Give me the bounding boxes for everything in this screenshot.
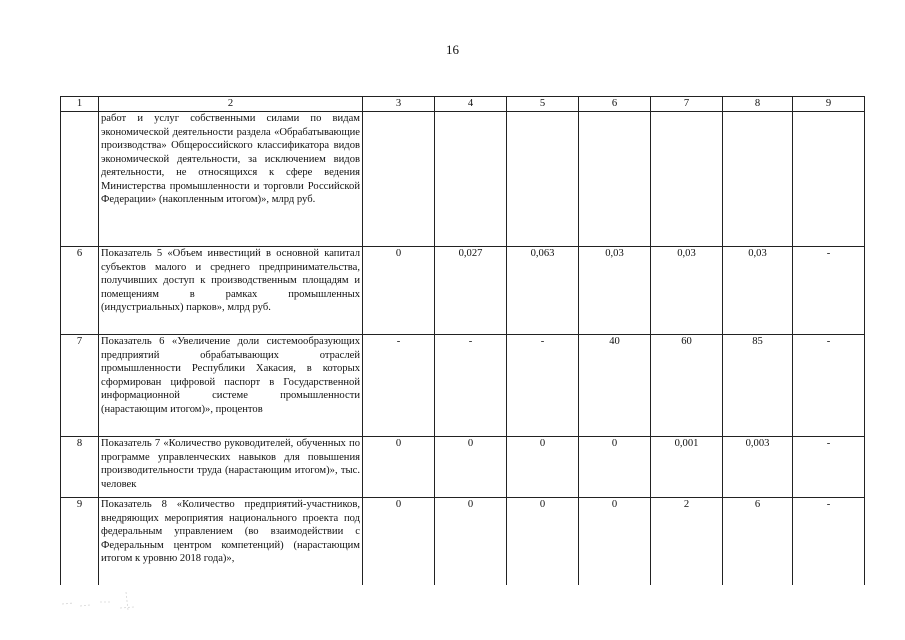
indicator-description: работ и услуг собственными силами по видам экономической деятельности раздела «Обрабатывающие производства» Общероссийского классификатора видов экономической деятельности, за исключением видов деятельности, не относящихся к сфере ведения Министерства промышленности и торговли Российской Федерации» (накопленным итогом)», млрд руб. — [99, 112, 363, 247]
value-cell: 0,03 — [579, 247, 651, 335]
scan-artifact — [60, 584, 140, 612]
header-row — [61, 97, 865, 112]
value-cell: 40 — [579, 335, 651, 437]
value-cell: 0,001 — [651, 437, 723, 498]
indicators-table — [60, 96, 865, 585]
column-header: 5 — [507, 97, 579, 112]
value-cell: 0,03 — [651, 247, 723, 335]
table-row-continuation — [61, 112, 865, 247]
row-number: 6 — [61, 247, 99, 335]
value-cell — [435, 112, 507, 247]
value-cell — [363, 112, 435, 247]
indicator-description: Показатель 5 «Объем инвестиций в основной капитал субъектов малого и среднего предпринимательства, получивших доступ к производственным площадям и помещениям в рамках промышленных (индустриальных) парков», млрд руб. — [99, 247, 363, 335]
row-number — [61, 112, 99, 247]
column-header: 9 — [793, 97, 865, 112]
table-row — [61, 335, 865, 437]
value-cell: - — [793, 335, 865, 437]
value-cell: 0 — [507, 437, 579, 498]
row-number: 9 — [61, 498, 99, 586]
value-cell: - — [793, 498, 865, 586]
indicator-description: Показатель 6 «Увеличение доли системообразующих предприятий обрабатывающих отраслей промышленности Республики Хакасия, в которых сформирован цифровой паспорт в Государственной информационной системе промышленности (нарастающим итогом)», процентов — [99, 335, 363, 437]
value-cell: - — [507, 335, 579, 437]
value-cell: 0,003 — [723, 437, 793, 498]
value-cell: 0 — [579, 437, 651, 498]
value-cell: 0,027 — [435, 247, 507, 335]
value-cell — [723, 112, 793, 247]
value-cell: 2 — [651, 498, 723, 586]
value-cell: 0 — [579, 498, 651, 586]
page-number: 16 — [446, 42, 459, 57]
column-header: 2 — [99, 97, 363, 112]
value-cell: - — [435, 335, 507, 437]
value-cell: 0 — [435, 437, 507, 498]
column-header: 6 — [579, 97, 651, 112]
value-cell: 0,063 — [507, 247, 579, 335]
value-cell: 0 — [363, 498, 435, 586]
value-cell: 0 — [435, 498, 507, 586]
value-cell: 0,03 — [723, 247, 793, 335]
value-cell: 85 — [723, 335, 793, 437]
row-number: 8 — [61, 437, 99, 498]
column-header: 8 — [723, 97, 793, 112]
value-cell: 0 — [363, 247, 435, 335]
value-cell — [579, 112, 651, 247]
column-header: 4 — [435, 97, 507, 112]
value-cell: - — [363, 335, 435, 437]
indicator-description: Показатель 7 «Количество руководителей, обученных по программе управленческих навыков для повышения производительности труда (нарастающим итогом)», тыс. человек — [99, 437, 363, 498]
table-row — [61, 437, 865, 498]
value-cell — [793, 112, 865, 247]
indicator-description: Показатель 8 «Количество предприятий-участников, внедряющих мероприятия национального проекта под федеральным управлением (во взаимодействии с Федеральным центром компетенций) (нарастающим итогом к уровню 2018 года)», — [99, 498, 363, 586]
value-cell — [507, 112, 579, 247]
value-cell: 0 — [507, 498, 579, 586]
value-cell: - — [793, 437, 865, 498]
value-cell — [651, 112, 723, 247]
column-header: 3 — [363, 97, 435, 112]
column-header: 7 — [651, 97, 723, 112]
table-row — [61, 247, 865, 335]
value-cell: 6 — [723, 498, 793, 586]
table-row — [61, 498, 865, 586]
column-header: 1 — [61, 97, 99, 112]
row-number: 7 — [61, 335, 99, 437]
value-cell: - — [793, 247, 865, 335]
value-cell: 60 — [651, 335, 723, 437]
value-cell: 0 — [363, 437, 435, 498]
